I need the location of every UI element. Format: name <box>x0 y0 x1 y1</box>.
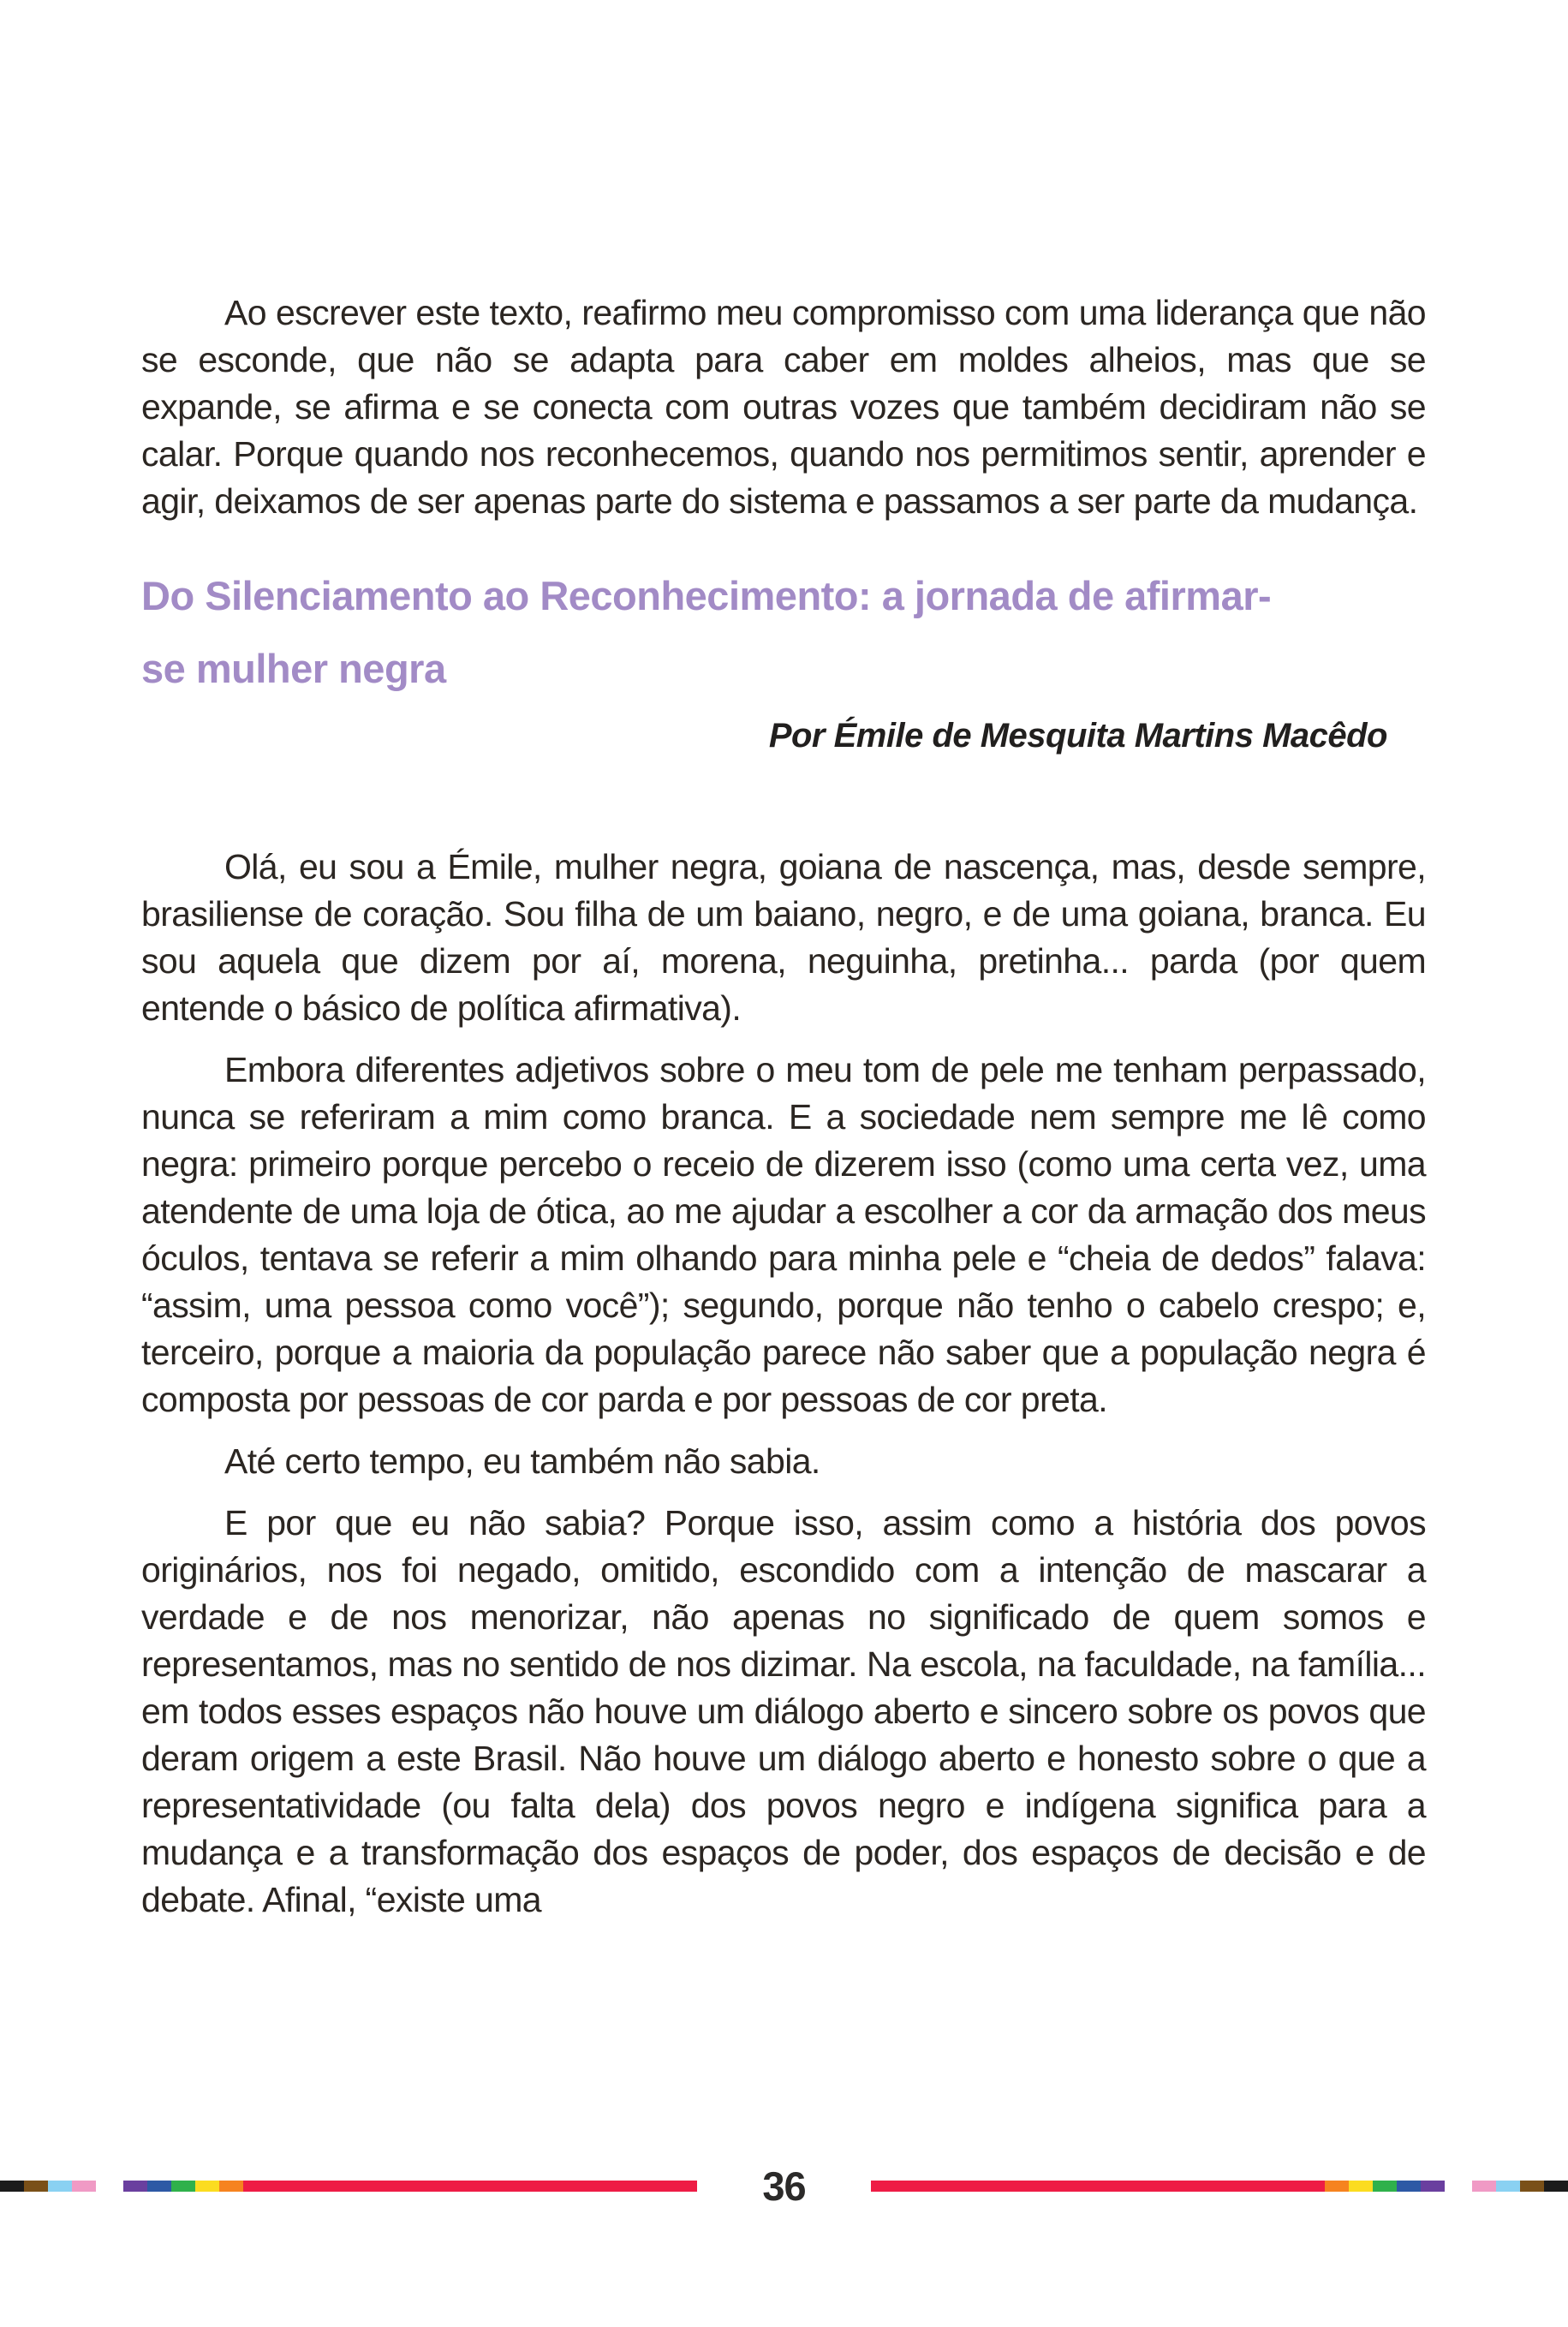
stripe-square <box>1520 2181 1544 2192</box>
stripe-square <box>1421 2181 1445 2192</box>
page-footer <box>0 2158 1568 2213</box>
section-heading-line1: Do Silenciamento ao Reconhecimento: a jornada de afirmar- <box>141 573 1272 618</box>
stripe-square <box>219 2181 243 2192</box>
intro-paragraph: Ao escrever este texto, reafirmo meu compromisso com uma liderança que não se esconde, que não se adapta para caber em moldes alheios, mas que se expande, se afirma e se conecta com outras vozes que também decidiram não se calar. Porque quando nos reconhecemos, quando nos permitimos sentir, aprender e agir, deixamos de ser apenas parte do sistema e passamos a ser parte da mudança. <box>141 293 1426 521</box>
stripe-square <box>48 2181 72 2192</box>
stripe-square <box>1325 2181 1349 2192</box>
pride-stripe-inner-left <box>123 2181 243 2192</box>
pride-stripe-outer-right <box>1472 2181 1568 2192</box>
section-heading <box>141 559 1426 705</box>
stripe-square <box>1472 2181 1496 2192</box>
stripe-square <box>1349 2181 1373 2192</box>
footer-rule-right <box>871 2181 1325 2192</box>
section-heading-line2: se mulher negra <box>141 646 446 691</box>
stripe-square <box>1544 2181 1568 2192</box>
stripe-square <box>72 2181 96 2192</box>
page-number: 36 <box>762 2163 806 2209</box>
stripe-square <box>147 2181 171 2192</box>
stripe-square <box>1373 2181 1397 2192</box>
paragraph: Olá, eu sou a Émile, mulher negra, goiana de nascença, mas, desde sempre, brasiliense de coração. Sou filha de um baiano, negro, e de uma goiana, branca. Eu sou aquela que dizem por aí, morena, neguinha, pretinha... parda (por quem entende o básico de política afirmativa). <box>141 847 1426 1028</box>
pride-stripe-inner-right <box>1325 2181 1445 2192</box>
stripe-square <box>171 2181 195 2192</box>
stripe-square <box>24 2181 48 2192</box>
stripe-square <box>1496 2181 1520 2192</box>
stripe-square <box>123 2181 147 2192</box>
stripe-square <box>195 2181 219 2192</box>
stripe-square <box>1397 2181 1421 2192</box>
article-content <box>141 289 1426 1938</box>
pride-stripe-outer-left <box>0 2181 96 2192</box>
footer-rule-left <box>243 2181 697 2192</box>
paragraph: Embora diferentes adjetivos sobre o meu tom de pele me tenham perpassado, nunca se referiram a mim como branca. E a sociedade nem sempre me lê como negra: primeiro porque percebo o receio de dizerem isso (como uma certa vez, uma atendente de uma loja de ótica, ao me ajudar a escolher a cor da armação dos meus óculos, tentava se referir a mim olhando para minha pele e “cheia de dedos” falava: “assim, uma pessoa como você”); segundo, porque não tenho o cabelo crespo; e, terceiro, porque a maioria da população parece não saber que a população negra é composta por pessoas de cor parda e por pessoas de cor preta. <box>141 1050 1426 1419</box>
author-byline: Por Émile de Mesquita Martins Macêdo <box>768 717 1387 755</box>
stripe-square <box>0 2181 24 2192</box>
paragraph: Até certo tempo, eu também não sabia. <box>224 1441 820 1481</box>
paragraph: E por que eu não sabia? Porque isso, assim como a história dos povos originários, nos foi negado, omitido, escondido com a intenção de mascarar a verdade e de nos menorizar, não apenas no significado de quem somos e representamos, mas no sentido de nos dizimar. Na escola, na faculdade, na família... em todos esses espaços não houve um diálogo aberto e sincero sobre os povos que deram origem a este Brasil. Não houve um diálogo aberto e honesto sobre o que a representatividade (ou falta dela) dos povos negro e indígena significa para a mudança e a transformação dos espaços de poder, dos espaços de decisão e de debate. Afinal, “existe uma <box>141 1503 1426 1919</box>
